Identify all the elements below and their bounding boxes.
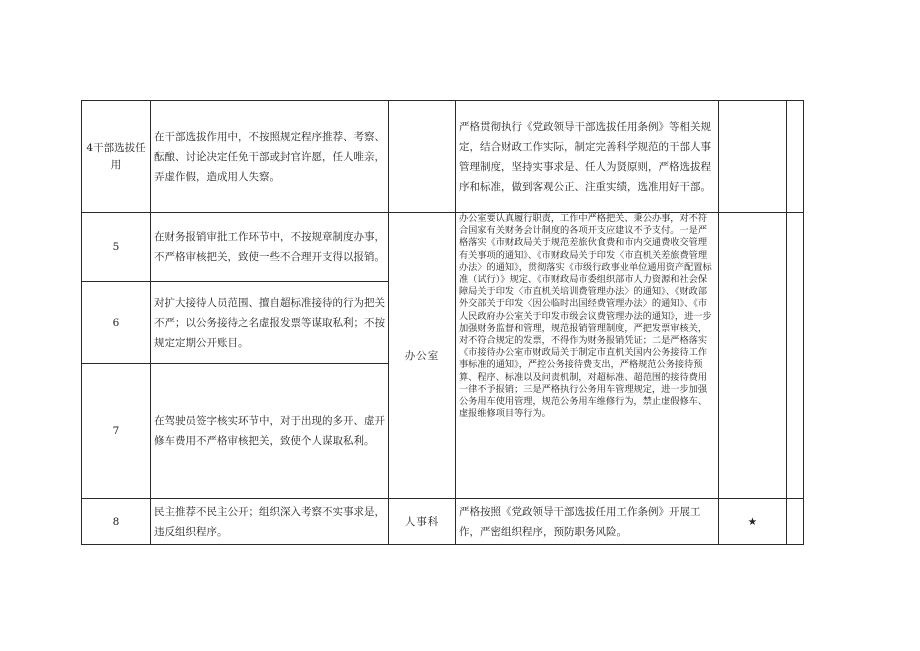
risk-table — [81, 100, 804, 545]
note-cell — [787, 101, 804, 213]
risk-level-star-icon: ★ — [719, 499, 787, 545]
risk-level — [719, 101, 787, 213]
prevention-measures: 严格贯彻执行《党政领导干部选拔任用条例》等相关规定，结合财政工作实际，制定完善科学规范的干部人事管理制度，坚持实事求是、任人为贤原则，严格选拔程序和标准，做到客观公正、注重实绩，选准用好干部。 — [456, 101, 719, 213]
risk-description: 对扩大接待人员范围、擅自超标准接待的行为把关不严；以公务接待之名虚报发票等谋取私利；不按规定定期公开账目。 — [151, 282, 389, 364]
risk-description: 民主推荐不民主公开；组织深入考察不实事求是，违反组织程序。 — [151, 499, 389, 545]
risk-description: 在驾驶员签字核实环节中，对于出现的多开、虚开修车费用不严格审核把关，致使个人谋取私利。 — [151, 364, 389, 499]
table-row — [82, 213, 804, 282]
row-number: 7 — [82, 364, 151, 499]
row-number: 8 — [82, 499, 151, 545]
prevention-measures: 办公室要认真履行职责，工作中严格把关、秉公办事，对不符合国家有关财务会计制度的各项开支应建议不予支付。一是严格落实《市财政局关于规范差旅伙食费和市内交通费收交管理有关事项的通知》、《市财政局关于印发〈市直机关差旅费管理办法〉的通知》，贯彻落实《市级行政事业单位通用资产配置标准（试行）》规定、《市财政局市委组织部市人力资源和社会保障局关于印发〈市直机关培训费管理办法〉的通知》、《财政部外交部关于印发〈因公临时出国经费管理办法〉的通知》、《市人民政府办公室关于印发市级会议费管理办法的通知》，进一步加强财务监督和管理，规范报销管理制度，严把发票审核关，对不符合规定的发票，不得作为财务报销凭证；二是严格落实《市接待办公室市财政局关于制定市直机关国内公务接待工作事标准的通知》，严控公务接待费支出，严格规范公务接待预算、程序、标准以及问责机制，对超标准、超范围的接待费用一律不予报销；三是严格执行公务用车管理规定，进一步加强公务用车使用管理，规范公务用车维修行为，禁止虚假修车、虚报维修项目等行为。 — [456, 213, 719, 499]
note-cell — [787, 213, 804, 499]
prevention-measures: 严格按照《党政领导干部选拔任用工作条例》开展工作，严密组织程序，预防职务风险。 — [456, 499, 719, 545]
row-number: 5 — [82, 213, 151, 282]
row-number: 4干部选拔任用 — [82, 101, 151, 213]
table-row — [82, 499, 804, 545]
responsible-department: 办公室 — [389, 213, 456, 499]
note-cell — [787, 499, 804, 545]
risk-description: 在财务报销审批工作环节中，不按规章制度办事，不严格审核把关，致使一些不合理开支得以报销。 — [151, 213, 389, 282]
risk-description: 在干部选拔作用中，不按照规定程序推荐、考察、酝酿、讨论决定任免干部或封官许愿，任人唯亲，弄虚作假，造成用人失察。 — [151, 101, 389, 213]
responsible-department — [389, 101, 456, 213]
row-number: 6 — [82, 282, 151, 364]
table-row — [82, 101, 804, 213]
risk-level — [719, 213, 787, 499]
responsible-department: 人事科 — [389, 499, 456, 545]
